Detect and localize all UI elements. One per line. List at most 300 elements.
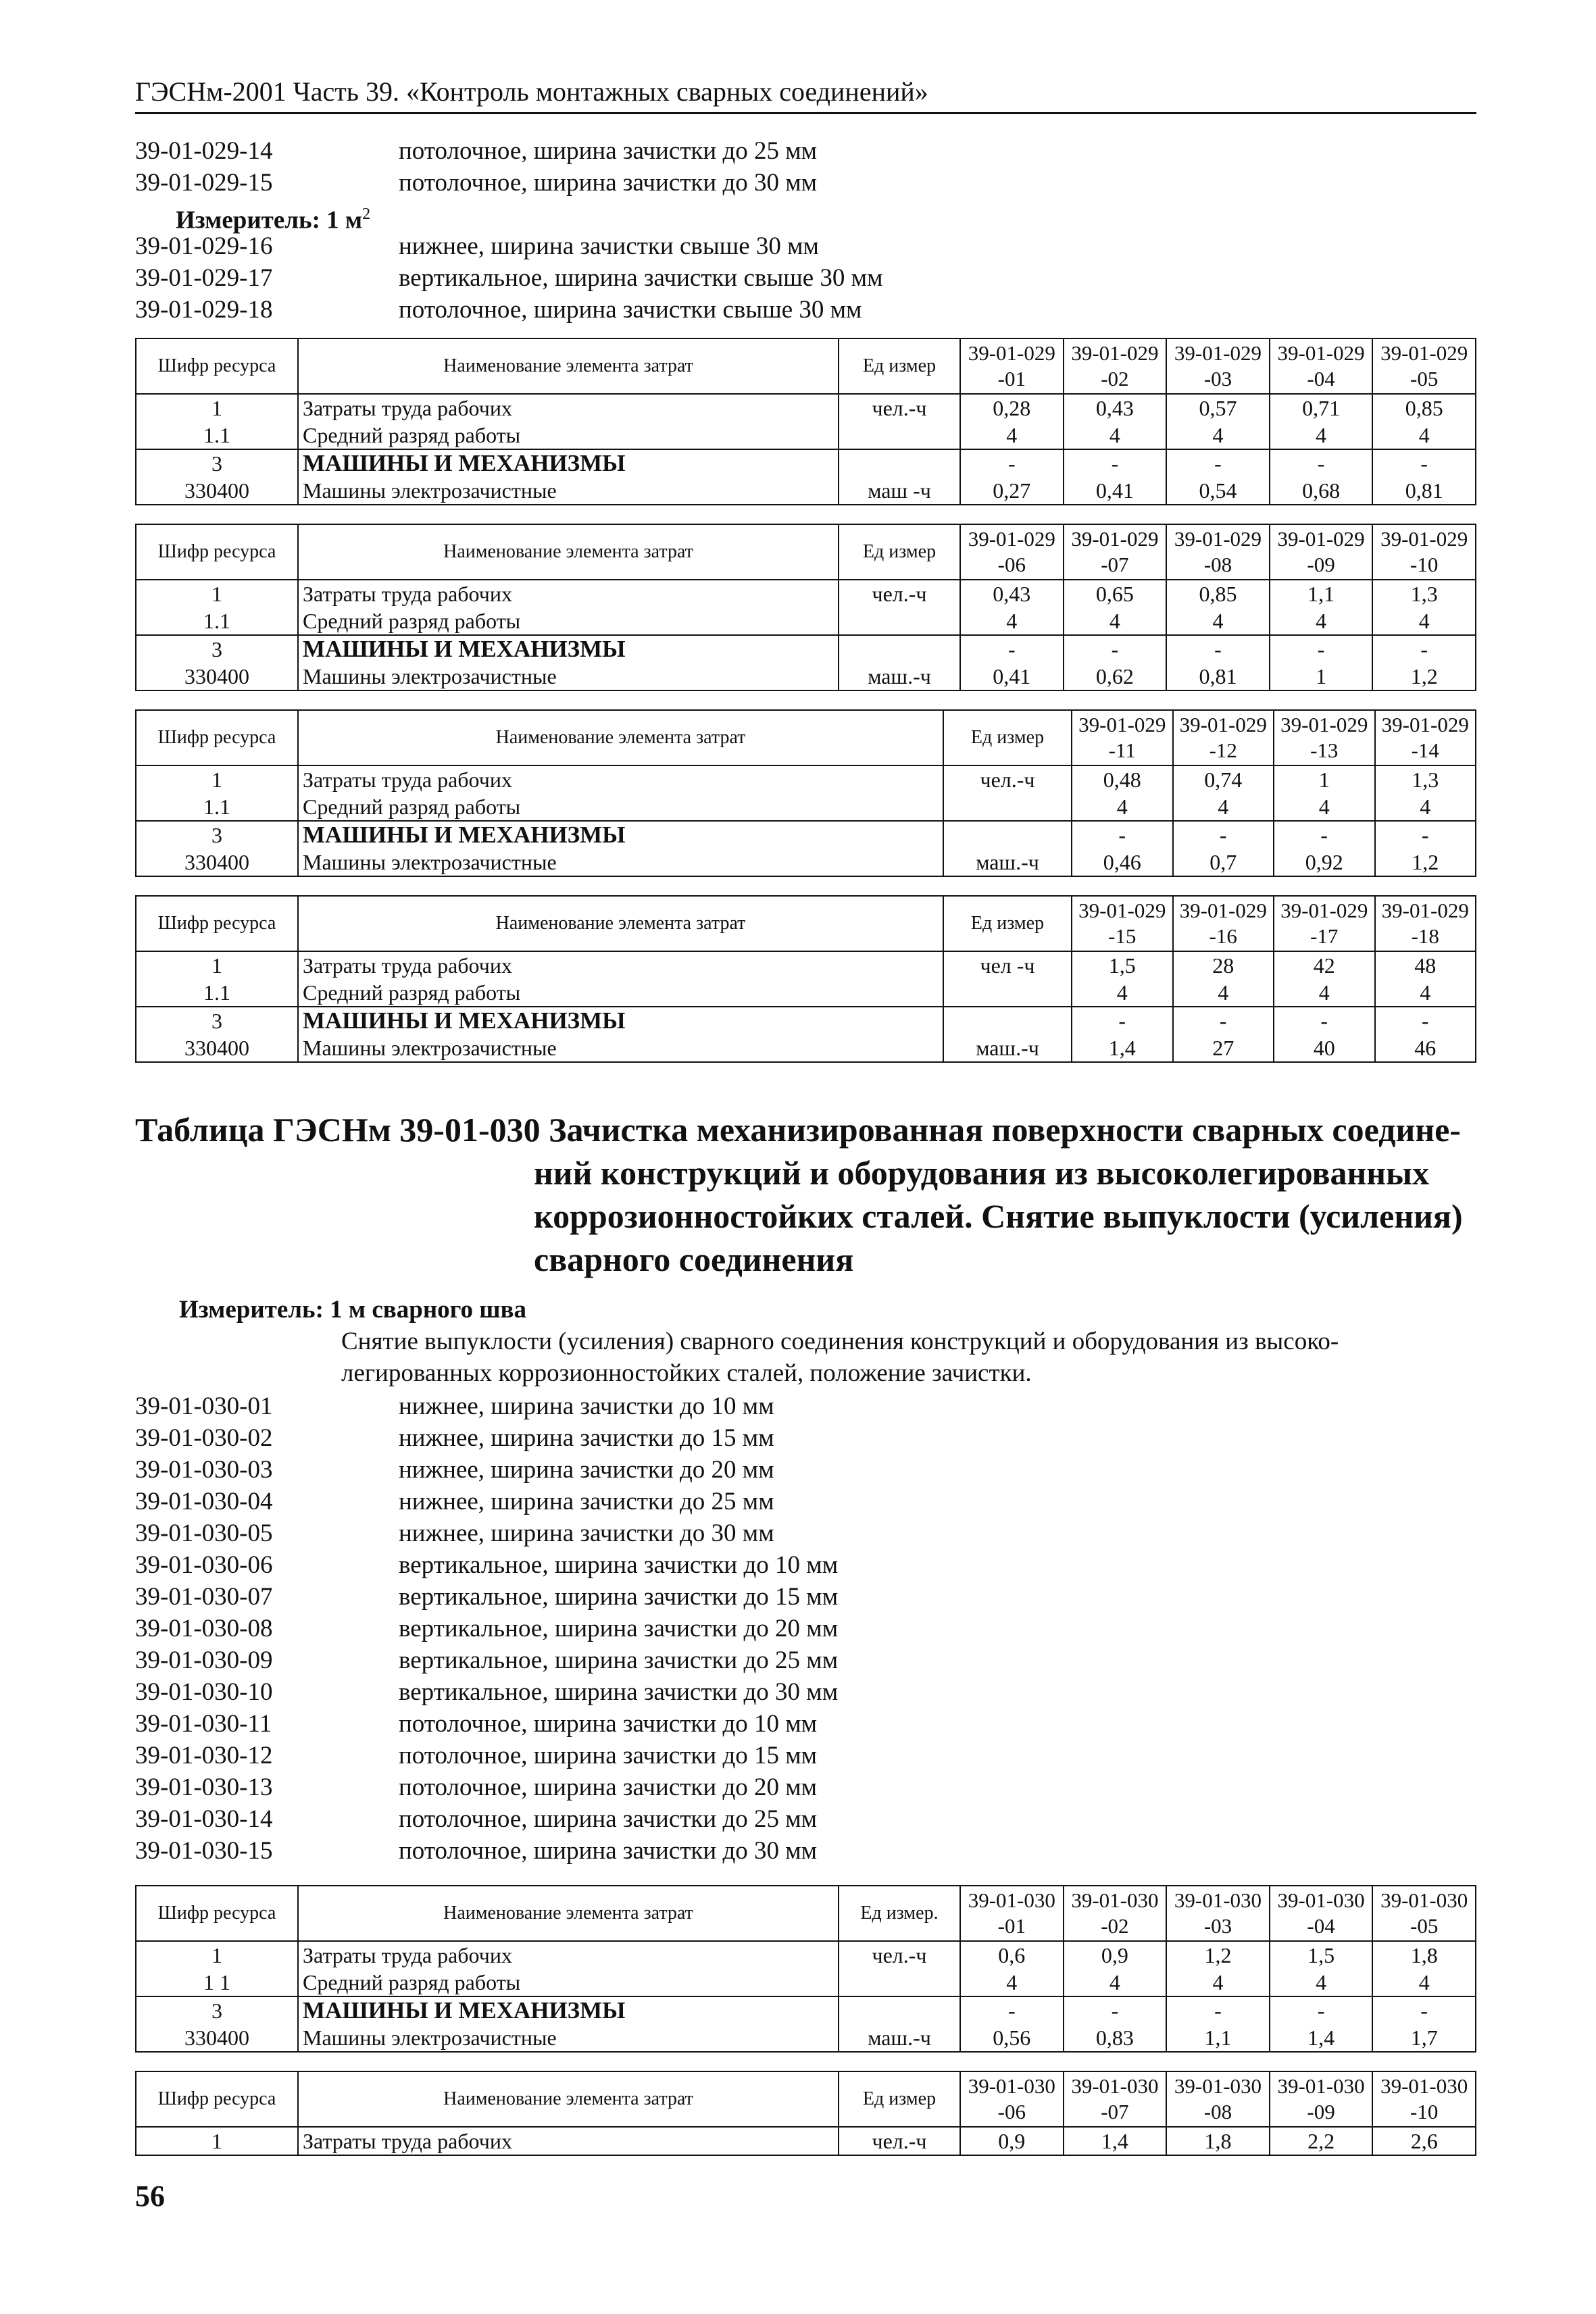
cell-name: Затраты труда рабочих	[298, 951, 943, 979]
col-norm: 39-01-029-09	[1270, 524, 1373, 580]
item-desc: потолочное, ширина зачистки до 15 мм	[399, 1742, 818, 1769]
cell-value: -	[1072, 1007, 1173, 1034]
cell-value: -	[1072, 821, 1173, 849]
cell-value: 0,6	[960, 1941, 1064, 1969]
cell-value: 40	[1274, 1034, 1375, 1062]
cell-name: Машины электрозачистные	[298, 663, 839, 690]
list-item	[135, 1708, 1476, 1740]
cell-unit	[839, 1996, 960, 2024]
cell-unit	[943, 821, 1072, 849]
cell-value: 0,71	[1270, 394, 1373, 422]
col-code-label: Шифр ресурса	[136, 524, 298, 580]
table-row	[136, 663, 1476, 690]
cell-value: 0,7	[1173, 849, 1274, 876]
cell-name: Средний разряд работы	[298, 422, 839, 449]
cell-value: -	[1372, 635, 1476, 663]
col-norm: 39-01-030-02	[1064, 1886, 1167, 1941]
table-row	[136, 607, 1476, 635]
cell-value: 0,28	[960, 394, 1064, 422]
cell-value: 1,1	[1270, 580, 1373, 607]
cell-unit	[839, 607, 960, 635]
cell-value: 1,2	[1372, 663, 1476, 690]
cell-value: -	[1173, 821, 1274, 849]
cell-name: Затраты труда рабочих	[298, 394, 839, 422]
item-code: 39-01-030-11	[135, 1710, 272, 1738]
col-norm: 39-01-029-07	[1064, 524, 1167, 580]
item-code: 39-01-030-09	[135, 1646, 273, 1674]
item-code: 39-01-029-16	[135, 232, 273, 260]
table-header-row	[136, 1886, 1476, 1941]
header-text: ГЭСНм-2001 Часть 39. «Контроль монтажных сварных соединений»	[135, 76, 928, 107]
cell-value: 0,41	[1064, 477, 1167, 505]
list-item	[135, 1771, 1476, 1803]
cell-value: 1,7	[1372, 2024, 1476, 2052]
cell-value: 4	[1375, 793, 1476, 821]
col-norm: 39-01-029-14	[1375, 710, 1476, 765]
cell-value: 1,4	[1064, 2127, 1167, 2155]
col-norm: 39-01-030-07	[1064, 2071, 1167, 2127]
cell-code: 3	[136, 821, 298, 849]
table-row	[136, 2024, 1476, 2052]
table-row	[136, 1941, 1476, 1969]
cell-value: -	[1270, 449, 1373, 477]
cell-unit	[839, 422, 960, 449]
cell-value: 2,6	[1372, 2127, 1476, 2155]
cell-code: 1	[136, 765, 298, 793]
cell-unit: чел.-ч	[839, 394, 960, 422]
intro-line: легированных коррозионностойких сталей, положение зачистки.	[341, 1359, 1032, 1387]
table-title	[135, 1108, 1480, 1281]
cell-name: Затраты труда рабочих	[298, 1941, 839, 1969]
cell-value: 0,62	[1064, 663, 1167, 690]
cell-value: 4	[1072, 793, 1173, 821]
col-code-label: Шифр ресурса	[136, 1886, 298, 1941]
col-code-label: Шифр ресурса	[136, 338, 298, 394]
resource-table-4	[135, 895, 1476, 1063]
cell-name: Средний разряд работы	[298, 607, 839, 635]
item-desc: нижнее, ширина зачистки до 20 мм	[399, 1456, 774, 1484]
resource-table-2	[135, 524, 1476, 691]
cell-unit: маш.-ч	[839, 663, 960, 690]
table-header-row	[136, 896, 1476, 951]
cell-name: МАШИНЫ И МЕХАНИЗМЫ	[298, 821, 943, 849]
cell-value: -	[1372, 1996, 1476, 2024]
list-item	[135, 1613, 1476, 1644]
list-item	[135, 1803, 1476, 1835]
cell-value: 4	[1274, 793, 1375, 821]
cell-value: 0,81	[1166, 663, 1270, 690]
cell-name: Средний разряд работы	[298, 979, 943, 1007]
cell-value: 4	[1173, 979, 1274, 1007]
item-desc: нижнее, ширина зачистки до 25 мм	[399, 1488, 774, 1515]
list-item	[135, 1835, 1476, 1867]
cell-value: 0,41	[960, 663, 1064, 690]
col-norm: 39-01-029-17	[1274, 896, 1375, 951]
col-name-label: Наименование элемента затрат	[298, 524, 839, 580]
measure-line	[135, 199, 1476, 234]
cell-value: 0,9	[1064, 1941, 1167, 1969]
cell-code: 1.1	[136, 607, 298, 635]
item-desc: нижнее, ширина зачистки до 10 мм	[399, 1392, 774, 1420]
list-item	[135, 1581, 1476, 1613]
item-desc: нижнее, ширина зачистки до 15 мм	[399, 1424, 774, 1452]
code-list-029	[135, 135, 1476, 326]
col-norm: 39-01-029-02	[1064, 338, 1167, 394]
cell-value: 4	[1375, 979, 1476, 1007]
col-unit-label: Ед измер	[839, 524, 960, 580]
cell-value: -	[1166, 449, 1270, 477]
col-unit-label: Ед измер	[943, 896, 1072, 951]
cell-value: 4	[1064, 1969, 1167, 1996]
cell-value: -	[1173, 1007, 1274, 1034]
cell-value: 0,27	[960, 477, 1064, 505]
cell-value: 4	[1372, 607, 1476, 635]
measure-sup: 2	[362, 205, 371, 223]
cell-code: 1	[136, 2127, 298, 2155]
resource-table-6	[135, 2071, 1476, 2156]
table-title-line: ний конструкций и оборудования из высоколегированных	[534, 1154, 1430, 1192]
col-norm: 39-01-029-05	[1372, 338, 1476, 394]
cell-value: 0,43	[960, 580, 1064, 607]
cell-value: 0,54	[1166, 477, 1270, 505]
item-code: 39-01-029-15	[135, 169, 273, 197]
cell-value: 0,68	[1270, 477, 1373, 505]
cell-code: 1.1	[136, 979, 298, 1007]
cell-code: 1.1	[136, 793, 298, 821]
col-norm: 39-01-029-11	[1072, 710, 1173, 765]
cell-code: 330400	[136, 477, 298, 505]
col-norm: 39-01-029-01	[960, 338, 1064, 394]
list-item	[135, 1644, 1476, 1676]
cell-name: Средний разряд работы	[298, 1969, 839, 1996]
table-row	[136, 449, 1476, 477]
code-list-030	[135, 1390, 1476, 1867]
item-code: 39-01-030-13	[135, 1774, 273, 1801]
col-unit-label: Ед измер	[943, 710, 1072, 765]
page-header	[135, 73, 1476, 114]
cell-unit	[839, 449, 960, 477]
item-desc: потолочное, ширина зачистки до 30 мм	[399, 1837, 818, 1865]
item-desc: потолочное, ширина зачистки до 25 мм	[399, 137, 818, 165]
item-desc: вертикальное, ширина зачистки до 10 мм	[399, 1551, 839, 1579]
cell-value: -	[1270, 1996, 1373, 2024]
table-row	[136, 821, 1476, 849]
cell-value: 1,8	[1166, 2127, 1270, 2155]
cell-unit: маш.-ч	[943, 1034, 1072, 1062]
cell-value: 4	[1166, 607, 1270, 635]
cell-name: МАШИНЫ И МЕХАНИЗМЫ	[298, 635, 839, 663]
cell-name: Машины электрозачистные	[298, 849, 943, 876]
table-row	[136, 793, 1476, 821]
cell-code: 1 1	[136, 1969, 298, 1996]
cell-code: 1	[136, 580, 298, 607]
cell-value: 1	[1274, 765, 1375, 793]
cell-value: 4	[1064, 422, 1167, 449]
cell-name: Машины электрозачистные	[298, 477, 839, 505]
col-norm: 39-01-029-04	[1270, 338, 1373, 394]
col-name-label: Наименование элемента затрат	[298, 2071, 839, 2127]
table-header-row	[136, 524, 1476, 580]
item-code: 39-01-030-14	[135, 1805, 273, 1833]
col-name-label: Наименование элемента затрат	[298, 338, 839, 394]
cell-name: Затраты труда рабочих	[298, 580, 839, 607]
cell-value: 0,65	[1064, 580, 1167, 607]
list-item	[135, 1676, 1476, 1708]
resource-table-5	[135, 1885, 1476, 2053]
cell-value: 1,5	[1270, 1941, 1373, 1969]
cell-value: 4	[1166, 1969, 1270, 1996]
item-code: 39-01-030-12	[135, 1742, 273, 1769]
cell-value: -	[1270, 635, 1373, 663]
page-number: 56	[135, 2180, 165, 2213]
table-row	[136, 2127, 1476, 2155]
cell-code: 1	[136, 394, 298, 422]
intro-line: Снятие выпуклости (усиления) сварного соединения конструкций и оборудования из высоко-	[341, 1328, 1339, 1355]
item-desc: вертикальное, ширина зачистки до 20 мм	[399, 1615, 839, 1642]
cell-value: 4	[960, 1969, 1064, 1996]
cell-value: -	[960, 449, 1064, 477]
table-title-line: сварного соединения	[534, 1240, 854, 1278]
cell-value: 4	[1270, 607, 1373, 635]
cell-value: -	[1375, 1007, 1476, 1034]
cell-unit: чел -ч	[943, 951, 1072, 979]
table-row	[136, 979, 1476, 1007]
cell-unit	[839, 635, 960, 663]
cell-value: 1,3	[1372, 580, 1476, 607]
col-code-label: Шифр ресурса	[136, 710, 298, 765]
col-name-label: Наименование элемента затрат	[298, 710, 943, 765]
measure-line	[135, 1294, 1480, 1326]
cell-value: 0,85	[1166, 580, 1270, 607]
item-desc: вертикальное, ширина зачистки до 25 мм	[399, 1646, 839, 1674]
col-unit-label: Ед измер.	[839, 1886, 960, 1941]
cell-value: 42	[1274, 951, 1375, 979]
cell-value: 0,92	[1274, 849, 1375, 876]
cell-value: 0,48	[1072, 765, 1173, 793]
list-item	[135, 1390, 1476, 1422]
item-desc: нижнее, ширина зачистки до 30 мм	[399, 1519, 774, 1547]
cell-value: 4	[1372, 422, 1476, 449]
item-desc: вертикальное, ширина зачистки свыше 30 мм	[399, 264, 883, 292]
cell-value: -	[1166, 1996, 1270, 2024]
resource-table-3	[135, 709, 1476, 877]
col-norm: 39-01-030-06	[960, 2071, 1064, 2127]
item-desc: потолочное, ширина зачистки до 30 мм	[399, 169, 818, 197]
measure-label: Измеритель:	[176, 206, 320, 234]
table-row	[136, 580, 1476, 607]
measure-label: Измеритель:	[179, 1296, 324, 1324]
cell-value: 1,1	[1166, 2024, 1270, 2052]
item-code: 39-01-030-15	[135, 1837, 273, 1865]
col-norm: 39-01-029-16	[1173, 896, 1274, 951]
col-norm: 39-01-029-10	[1372, 524, 1476, 580]
measure-block	[135, 1294, 1480, 1389]
item-code: 39-01-030-07	[135, 1583, 273, 1611]
cell-value: -	[1064, 449, 1167, 477]
cell-unit: чел.-ч	[943, 765, 1072, 793]
table-row	[136, 635, 1476, 663]
list-item	[135, 294, 1476, 326]
measure-value: 1 м сварного шва	[330, 1296, 526, 1324]
col-norm: 39-01-029-12	[1173, 710, 1274, 765]
cell-value: 4	[1064, 607, 1167, 635]
cell-value: 0,43	[1064, 394, 1167, 422]
table-header-row	[136, 2071, 1476, 2127]
cell-value: 46	[1375, 1034, 1476, 1062]
col-unit-label: Ед измер	[839, 2071, 960, 2127]
table-row	[136, 477, 1476, 505]
cell-name: Затраты труда рабочих	[298, 765, 943, 793]
col-norm: 39-01-030-04	[1270, 1886, 1373, 1941]
item-code: 39-01-030-02	[135, 1424, 273, 1452]
table-row	[136, 1969, 1476, 1996]
item-code: 39-01-030-01	[135, 1392, 273, 1420]
cell-value: 1,5	[1072, 951, 1173, 979]
cell-unit: чел.-ч	[839, 1941, 960, 1969]
table-row	[136, 422, 1476, 449]
cell-value: 1,2	[1375, 849, 1476, 876]
list-item	[135, 1422, 1476, 1454]
cell-unit: чел.-ч	[839, 2127, 960, 2155]
table-row	[136, 1996, 1476, 2024]
item-desc: потолочное, ширина зачистки до 10 мм	[399, 1710, 818, 1738]
cell-value: -	[1372, 449, 1476, 477]
cell-value: 4	[1173, 793, 1274, 821]
table-title-lead: Таблица ГЭСНм 39-01-030 Зачистка механизированная поверхности сварных соедине-	[135, 1111, 1461, 1149]
cell-unit: маш.-ч	[943, 849, 1072, 876]
cell-value: 1,2	[1166, 1941, 1270, 1969]
measure-value: 1 м	[326, 206, 363, 234]
cell-value: 0,83	[1064, 2024, 1167, 2052]
cell-value: 1,8	[1372, 1941, 1476, 1969]
item-desc: нижнее, ширина зачистки свыше 30 мм	[399, 232, 819, 260]
table-header-row	[136, 710, 1476, 765]
cell-value: -	[1375, 821, 1476, 849]
col-name-label: Наименование элемента затрат	[298, 1886, 839, 1941]
item-code: 39-01-030-03	[135, 1456, 273, 1484]
cell-name: МАШИНЫ И МЕХАНИЗМЫ	[298, 1007, 943, 1034]
cell-value: 0,56	[960, 2024, 1064, 2052]
table-row	[136, 849, 1476, 876]
table-row	[136, 951, 1476, 979]
item-desc: потолочное, ширина зачистки свыше 30 мм	[399, 296, 862, 324]
table-row	[136, 394, 1476, 422]
list-item	[135, 1454, 1476, 1486]
cell-value: 4	[1270, 1969, 1373, 1996]
cell-name: Средний разряд работы	[298, 793, 943, 821]
cell-name: МАШИНЫ И МЕХАНИЗМЫ	[298, 449, 839, 477]
cell-value: -	[960, 1996, 1064, 2024]
cell-value: 1,4	[1270, 2024, 1373, 2052]
cell-unit: маш.-ч	[839, 2024, 960, 2052]
cell-value: 4	[1166, 422, 1270, 449]
cell-value: -	[1166, 635, 1270, 663]
cell-value: 48	[1375, 951, 1476, 979]
cell-value: 4	[1270, 422, 1373, 449]
table-row	[136, 1034, 1476, 1062]
col-norm: 39-01-030-09	[1270, 2071, 1373, 2127]
item-code: 39-01-030-04	[135, 1488, 273, 1515]
list-item	[135, 1517, 1476, 1549]
item-code: 39-01-029-18	[135, 296, 273, 324]
list-item	[135, 230, 1476, 262]
cell-value: 1	[1270, 663, 1373, 690]
col-norm: 39-01-029-18	[1375, 896, 1476, 951]
col-norm: 39-01-030-01	[960, 1886, 1064, 1941]
cell-value: 4	[1072, 979, 1173, 1007]
cell-code: 1	[136, 951, 298, 979]
col-unit-label: Ед измер	[839, 338, 960, 394]
cell-value: 0,74	[1173, 765, 1274, 793]
item-code: 39-01-029-14	[135, 137, 273, 165]
cell-unit	[943, 1007, 1072, 1034]
cell-value: 4	[960, 422, 1064, 449]
col-norm: 39-01-030-08	[1166, 2071, 1270, 2127]
cell-value: 0,57	[1166, 394, 1270, 422]
list-item	[135, 1549, 1476, 1581]
cell-value: 4	[960, 607, 1064, 635]
cell-unit: маш -ч	[839, 477, 960, 505]
col-norm: 39-01-029-03	[1166, 338, 1270, 394]
cell-code: 330400	[136, 2024, 298, 2052]
item-code: 39-01-029-17	[135, 264, 273, 292]
cell-name: Затраты труда рабочих	[298, 2127, 839, 2155]
cell-code: 330400	[136, 1034, 298, 1062]
item-desc: вертикальное, ширина зачистки до 30 мм	[399, 1678, 839, 1706]
cell-code: 1.1	[136, 422, 298, 449]
item-desc: потолочное, ширина зачистки до 20 мм	[399, 1774, 818, 1801]
item-code: 39-01-030-06	[135, 1551, 273, 1579]
list-item	[135, 135, 1476, 167]
cell-name: Машины электрозачистные	[298, 2024, 839, 2052]
item-desc: вертикальное, ширина зачистки до 15 мм	[399, 1583, 839, 1611]
item-code: 39-01-030-10	[135, 1678, 273, 1706]
table-header-row	[136, 338, 1476, 394]
cell-value: -	[1064, 1996, 1167, 2024]
cell-unit	[943, 793, 1072, 821]
col-norm: 39-01-029-06	[960, 524, 1064, 580]
col-norm: 39-01-029-08	[1166, 524, 1270, 580]
table-row	[136, 1007, 1476, 1034]
cell-name: МАШИНЫ И МЕХАНИЗМЫ	[298, 1996, 839, 2024]
col-norm: 39-01-029-15	[1072, 896, 1173, 951]
cell-name: Машины электрозачистные	[298, 1034, 943, 1062]
cell-value: 1,3	[1375, 765, 1476, 793]
table-row	[136, 765, 1476, 793]
list-item	[135, 1740, 1476, 1771]
cell-value: -	[1274, 1007, 1375, 1034]
cell-code: 3	[136, 1996, 298, 2024]
cell-code: 3	[136, 1007, 298, 1034]
cell-value: 0,46	[1072, 849, 1173, 876]
cell-value: -	[1064, 635, 1167, 663]
col-code-label: Шифр ресурса	[136, 896, 298, 951]
cell-value: 2,2	[1270, 2127, 1373, 2155]
resource-table-1	[135, 338, 1476, 505]
cell-value: -	[1274, 821, 1375, 849]
col-code-label: Шифр ресурса	[136, 2071, 298, 2127]
col-name-label: Наименование элемента затрат	[298, 896, 943, 951]
cell-value: 4	[1274, 979, 1375, 1007]
col-norm: 39-01-030-05	[1372, 1886, 1476, 1941]
table-title-line: коррозионностойких сталей. Снятие выпуклости (усиления)	[534, 1197, 1463, 1235]
cell-unit: чел.-ч	[839, 580, 960, 607]
list-item	[135, 262, 1476, 294]
col-norm: 39-01-030-10	[1372, 2071, 1476, 2127]
cell-value: 0,85	[1372, 394, 1476, 422]
item-code: 39-01-030-05	[135, 1519, 273, 1547]
col-norm: 39-01-029-13	[1274, 710, 1375, 765]
